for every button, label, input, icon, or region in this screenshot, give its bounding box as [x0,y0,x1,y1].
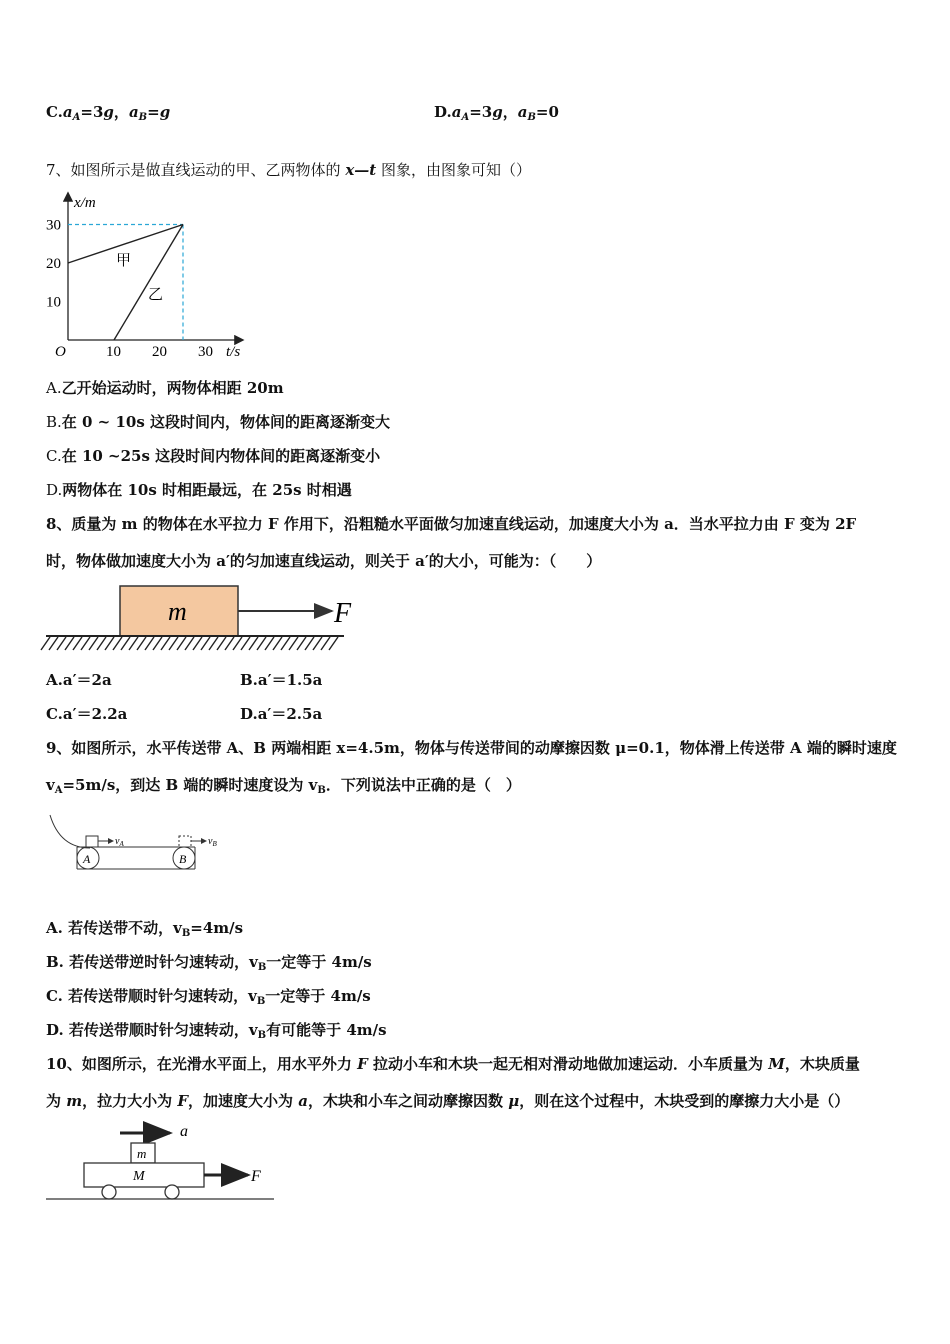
q8-block-label: m [168,597,187,626]
q7-option-c: C.在 10 ~25s 这段时间内物体间的距离逐渐变小 [46,447,381,465]
q7-stem: 7、如图所示是做直线运动的甲、乙两物体的 x—t 图象，由图象可知（） [46,161,531,179]
q9-option-a: A. 若传送带不动，$v_B=4m/s$ [46,919,244,939]
q7-x-tick-label: 20 [152,344,167,360]
q10-acc-label: a [180,1123,188,1140]
q9-vb-label: $v_B$ [208,836,217,848]
q9-stem-line2: $v_A=5m/s$，到达 B 端的瞬时速度设为 $v_B$．下列说法中正确的是（ ） [46,776,521,796]
q7-y-tick-label: 20 [46,256,61,272]
q10-force-label: F [251,1168,261,1185]
q7-origin: O [55,344,66,360]
q7-y-tick-label: 30 [46,217,61,234]
q8-stem-line1: 8、质量为 m 的物体在水平拉力 F 作用下，沿粗糙水平面做匀加速直线运动，加速度大小为 a．当水平拉力由 F 变为 2F [46,515,857,533]
q9-wheel-a-label: A [83,852,91,866]
q8-option-d: D.a′＝2.5a [240,705,323,723]
q7-y-label: x/m [74,195,96,211]
q7-label-yi: 乙 [148,287,164,303]
q8-force-label: F [334,598,352,629]
q7-label-jia: 甲 [116,253,132,269]
q9-option-d: D. 若传送带顺时针匀速转动，$v_B$有可能等于 4m/s [46,1021,387,1041]
q7-x-tick-label: 30 [198,344,213,360]
q9-option-b: B. 若传送带逆时针匀速转动，$v_B$一定等于 4m/s [46,953,372,973]
q8-option-c: C.a′＝2.2a [46,705,128,723]
q8-option-a: A.a′＝2a [46,671,112,689]
q10-wheel-right [165,1185,179,1199]
q9-wheel-b-label: B [179,852,187,866]
q7-x-tick-label: 10 [106,344,121,360]
q8-stem-line2: 时，物体做加速度大小为 a′的匀加速直线运动，则关于 a′的大小，可能为：（ ） [46,552,602,570]
q10-wheel-left [102,1185,116,1199]
q7-y-tick-label: 10 [46,294,61,311]
q7-option-d: D.两物体在 10s 时相距最远，在 25s 时相遇 [46,481,352,499]
q10-stem-line1: 10、如图所示，在光滑水平面上，用水平外力 F 拉动小车和木块一起无相对滑动地做加速运动．小车质量为 M，木块质量 [46,1055,860,1073]
q9-option-c: C. 若传送带顺时针匀速转动，$v_B$一定等于 4m/s [46,987,371,1007]
q7-x-label: t/s [226,344,241,360]
q6-option-c: $C.a_A=3g$，$a_B=g$ [46,103,171,123]
q10-cart-label: M [133,1169,145,1184]
q10-stem-line2: 为 m，拉力大小为 F，加速度大小为 a，木块和小车之间动摩擦因数 μ，则在这个过程中，木块受到的摩擦力大小是（） [46,1092,850,1110]
q10-block-label: m [137,1146,147,1161]
q9-stem-line1: 9、如图所示，水平传送带 A、B 两端相距 x=4.5m，物体与传送带间的动摩擦因数 μ=0.1，物体滑上传送带 A 端的瞬时速度 [46,739,897,757]
q8-option-b: B.a′＝1.5a [240,671,323,689]
q6-option-d: $D.a_A=3g$，$a_B=0$ [434,103,559,123]
q7-option-b: B.在 0 ~ 10s 这段时间内，物体间的距离逐渐变大 [46,413,391,431]
q9-va-label: $v_A$ [115,836,124,848]
q7-option-a: A.乙开始运动时，两物体相距 20m [46,379,284,397]
